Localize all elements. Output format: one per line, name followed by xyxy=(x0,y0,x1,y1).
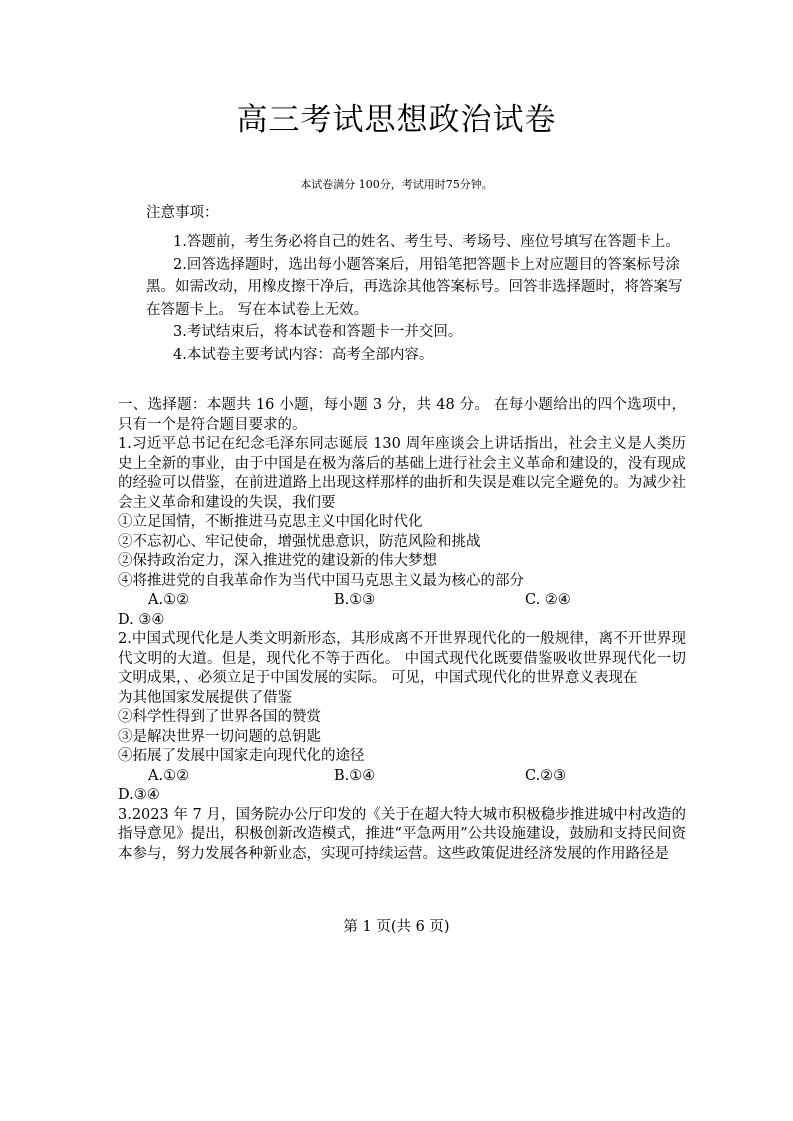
notice-item: 4.本试卷主要考试内容：高考全部内容。 xyxy=(173,346,434,363)
page-number: 第 1 页(共 6 页) xyxy=(343,919,450,935)
answer-choices xyxy=(118,591,686,611)
section-heading: 一、选择题：本题共 16 小题，每小题 3 分，共 48 分。 在每小题给出的四个选项中，只有一个是符合题目要求的。 xyxy=(118,397,686,433)
notice-item: 2.回答选择题时，选出每小题答案后，用铅笔把答题卡上对应题目的答案标号涂黑。如需改动，用橡皮擦干净后，再选涂其他答案标号。回答非选择题时，将答案写在答题卡上。 写在本试卷上无效。 xyxy=(146,256,683,318)
question-option: ②不忘初心、牢记使命，增强忧患意识，防范风险和挑战 xyxy=(118,533,481,550)
choice-d: D.③④ xyxy=(118,787,160,803)
choice-d: D. ③④ xyxy=(118,611,165,628)
question-option: ④拓展了发展中国家走向现代化的途径 xyxy=(118,748,365,764)
answer-choices xyxy=(118,767,686,787)
notice-heading: 注意事项： xyxy=(146,205,219,221)
question-option: ②科学性得到了世界各国的赞赏 xyxy=(118,709,321,725)
notice-list xyxy=(146,231,686,366)
questions-section xyxy=(118,396,686,864)
question-option: ②保持政治定力，深入推进党的建设新的伟大梦想 xyxy=(118,553,437,569)
question-option: ④将推进党的自我革命作为当代中国马克思主义最为核心的部分 xyxy=(118,572,524,589)
question-stem: 3.2023 年 7 月，国务院办公厅印发的《关于在超大特大城市积极稳步推进城中村改造的指导意见》提出，积极创新改造模式，推进“平急两用”公共设施建设，鼓励和支持民间资本参与，努力发展各种新业态，实现可持续运营。这些政策促进经济发展的作用路径是 xyxy=(118,806,686,862)
question-option: ①立足国情，不断推进马克思主义中国化时代化 xyxy=(118,514,423,530)
choice-c: C. ②④ xyxy=(525,592,571,608)
choice-b: B.①④ xyxy=(334,767,376,784)
notice-item: 3.考试结束后，将本试卷和答题卡一并交回。 xyxy=(173,324,463,340)
exam-subnote: 本试卷满分 100分，考试用时75分钟。 xyxy=(300,178,493,191)
choice-a: A.①② xyxy=(148,592,190,608)
notice-item: 1.答题前，考生务必将自己的姓名、考生号、考场号、座位号填写在答题卡上。 xyxy=(173,234,680,250)
choice-c: C.②③ xyxy=(525,767,567,784)
choice-a: A.①② xyxy=(148,767,190,784)
question-option: ③是解决世界一切问题的总钥匙 xyxy=(118,728,321,745)
question-option: 为其他国家发展提供了借鉴 xyxy=(118,689,292,706)
page-title: 高三考试思想政治试卷 xyxy=(236,102,557,138)
question-stem: 1.习近平总书记在纪念毛泽东同志诞辰 130 周年座谈会上讲话指出，社会主义是人类历史上全新的事业，由于中国是在极为落后的基础上进行社会主义革命和建设的，没有现成的经验可以借鉴，在前进道路上出现这样那样的曲折和失误是难以完全避免的。为减少社会主义革命和建设的失误，我们要 xyxy=(118,436,686,511)
question-stem: 2.中国式现代化是人类文明新形态，其形成离不开世界现代化的一般规律，离不开世界现代文明的大道。但是，现代化不等于西化。 中国式现代化既要借鉴吸收世界现代化一切文明成果，、必须立足于中国发展的实际。 可见，中国式现代化的世界意义表现在 xyxy=(118,631,686,686)
choice-b: B.①③ xyxy=(334,592,376,608)
